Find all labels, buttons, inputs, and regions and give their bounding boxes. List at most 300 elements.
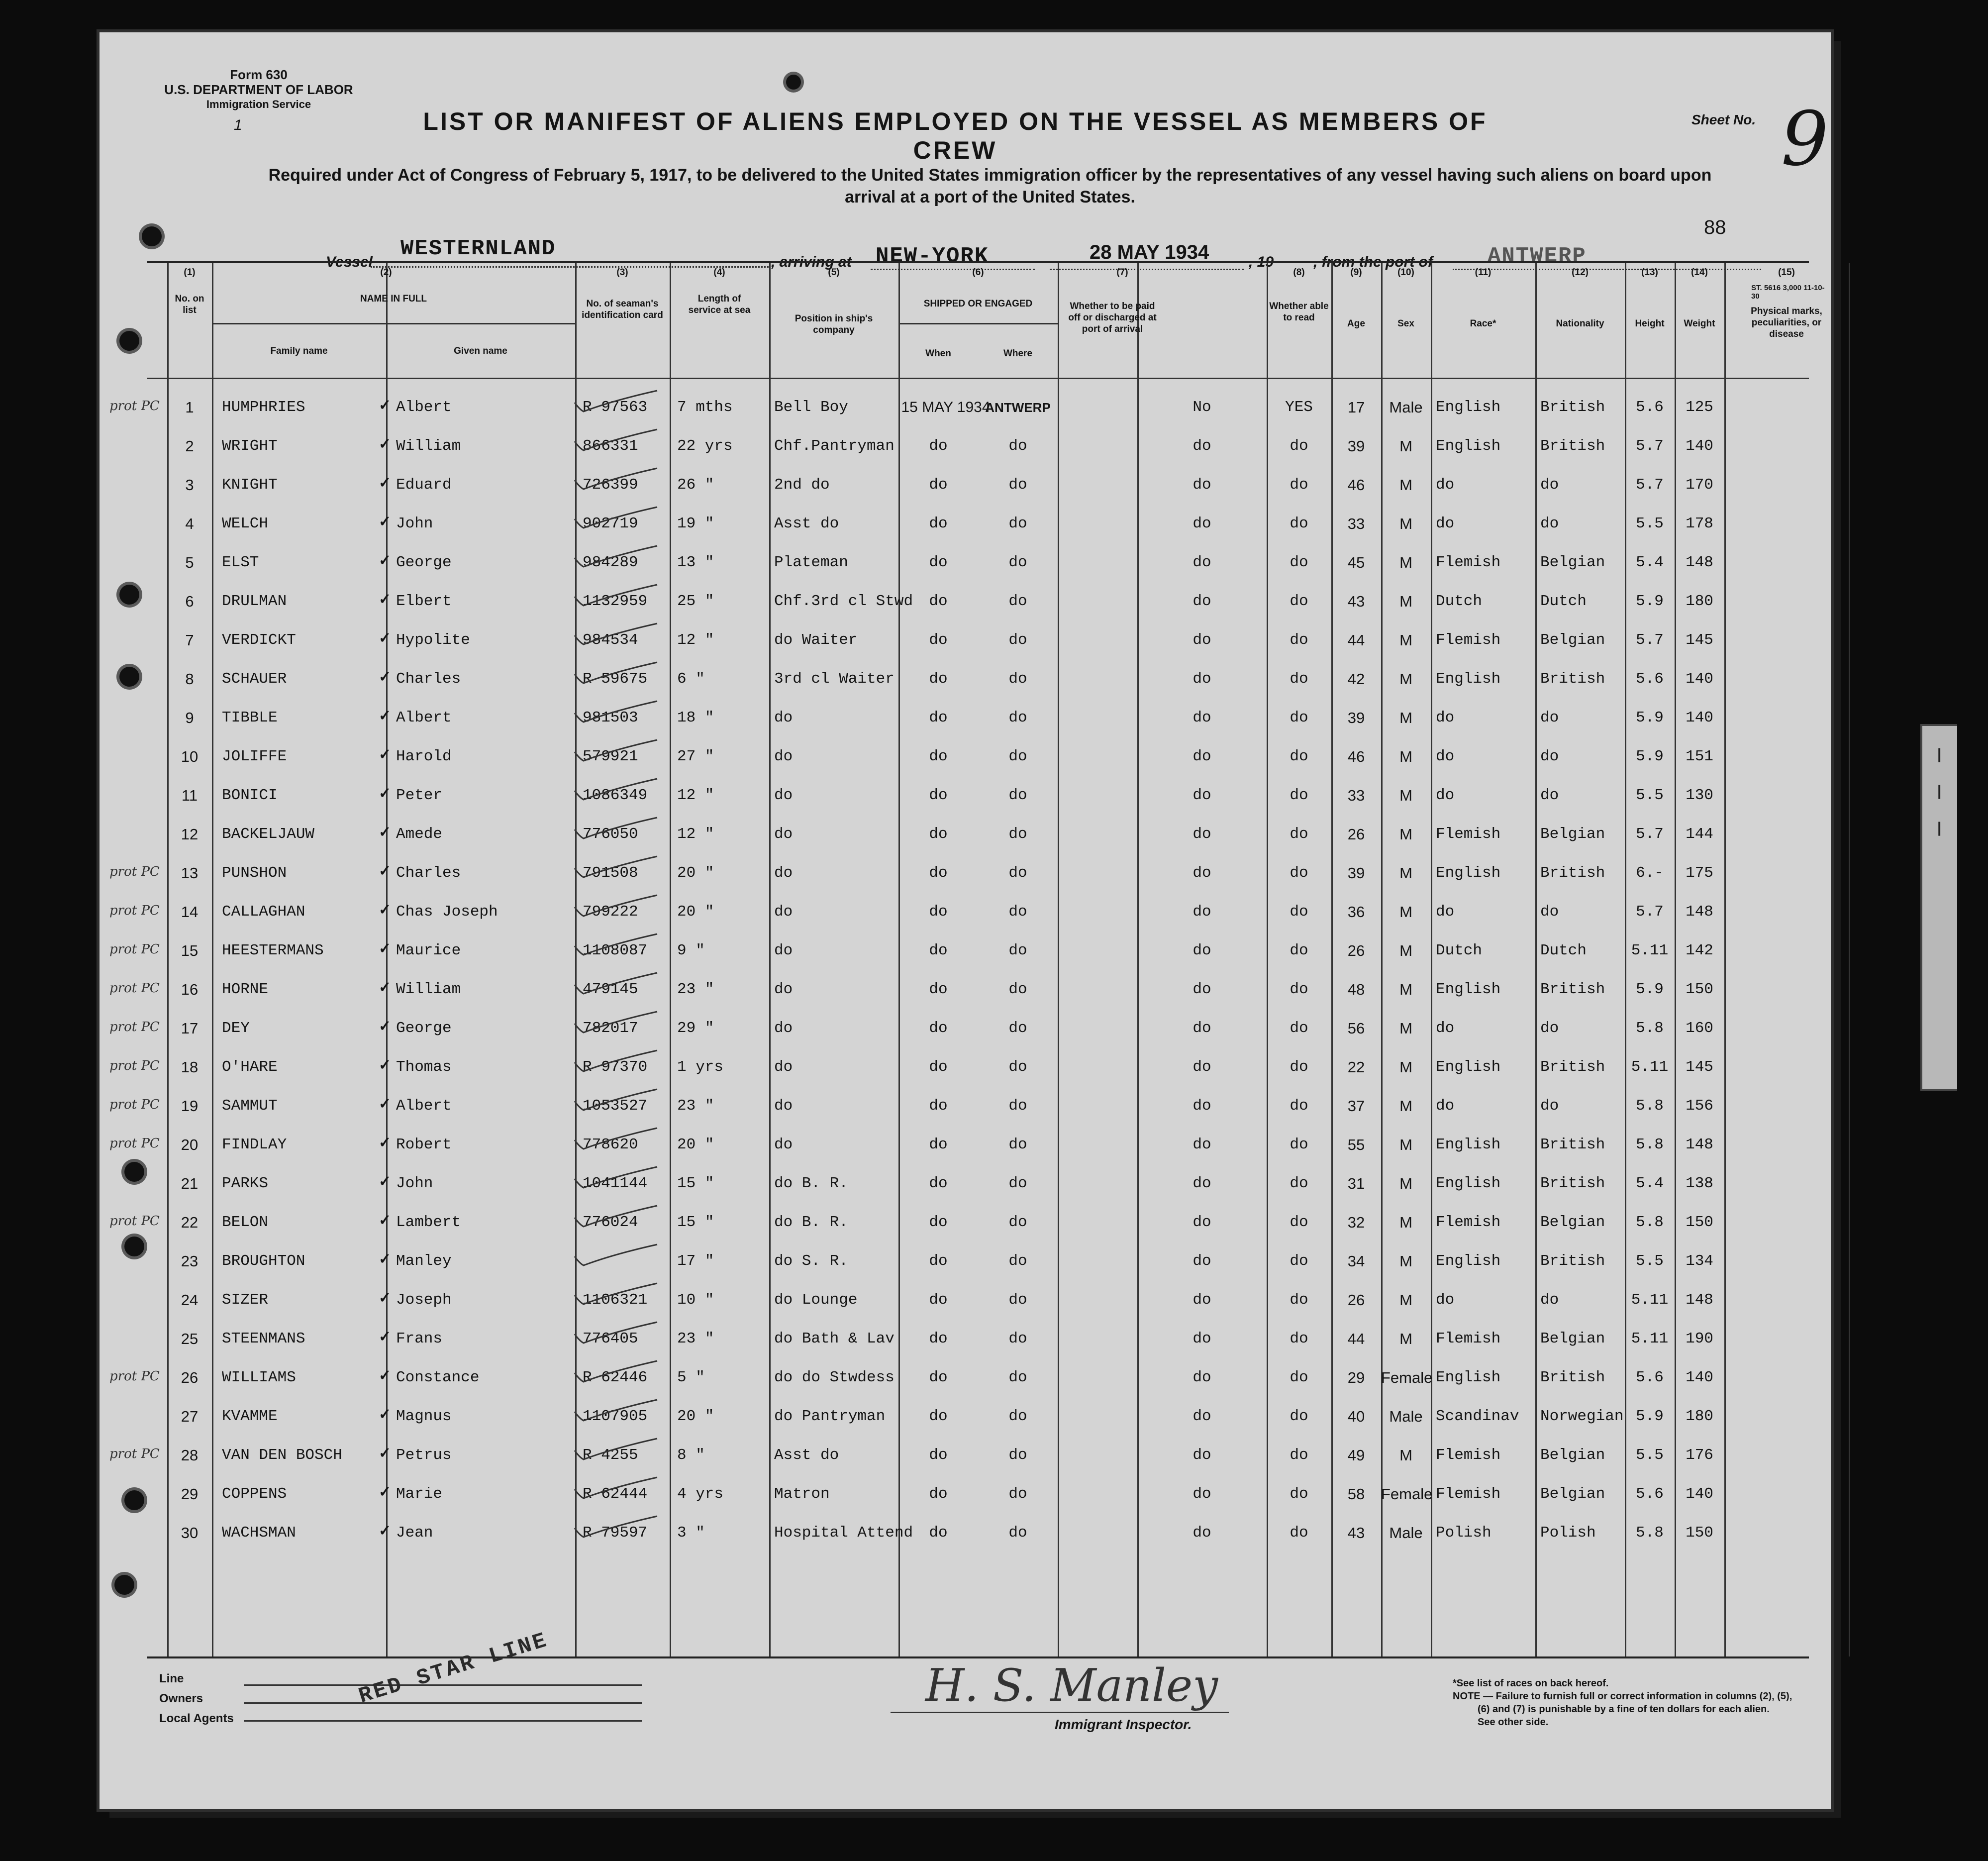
note-line: (6) and (7) is punishable by a fine of ten dollars for each alien. [1478, 1704, 1770, 1715]
check-mark-icon: ✓ [379, 1406, 392, 1423]
cell-read: do [1290, 709, 1308, 726]
col6-num: (6) [972, 267, 984, 278]
cell-race: do [1436, 1291, 1455, 1309]
cell-family: PARKS [222, 1175, 269, 1192]
cell-n: 7 [185, 631, 194, 649]
cell-length: 9 " [677, 942, 705, 959]
cell-n: 4 [185, 515, 194, 532]
cell-position: 3rd cl Waiter [774, 670, 895, 688]
cell-card: 1086349 [583, 787, 648, 804]
cell-family: BELON [222, 1214, 269, 1231]
col5-header: Position in ship's company [795, 313, 873, 335]
cell-race: do [1436, 476, 1455, 494]
cell-when: do [929, 1097, 948, 1115]
cell-family: HUMPHRIES [222, 399, 305, 416]
cell-position: do [774, 826, 793, 843]
cell-weight: 148 [1686, 903, 1713, 921]
cell-n: 30 [181, 1524, 199, 1542]
cell-weight: 175 [1686, 864, 1713, 882]
cell-weight: 160 [1686, 1020, 1713, 1037]
cell-race: do [1436, 903, 1455, 921]
cell-n: 18 [181, 1058, 199, 1076]
handwritten-check-icon [573, 543, 662, 568]
cell-age: 46 [1347, 748, 1365, 765]
cell-given: Joseph [396, 1291, 452, 1309]
cell-length: 13 " [677, 554, 714, 571]
cell-position: do [774, 748, 793, 765]
cell-paid: do [1193, 826, 1211, 843]
col2-num: (2) [380, 267, 392, 278]
cell-paid: do [1193, 1291, 1211, 1309]
col3-num: (3) [616, 267, 628, 278]
cell-card: 776024 [583, 1214, 638, 1231]
cell-when: do [929, 670, 948, 688]
cell-sex: M [1399, 437, 1412, 455]
cell-length: 10 " [677, 1291, 714, 1309]
cell-race: English [1436, 1058, 1501, 1076]
cell-where: do [1008, 1330, 1027, 1347]
cell-weight: 148 [1686, 1291, 1713, 1309]
cell-weight: 156 [1686, 1097, 1713, 1115]
check-mark-icon: ✓ [379, 979, 392, 996]
cell-length: 20 " [677, 864, 714, 882]
cell-read: do [1290, 1175, 1308, 1192]
cell-given: Albert [396, 709, 452, 726]
cell-card: R 97563 [583, 399, 648, 416]
cell-given: Elbert [396, 593, 452, 610]
cell-paid: do [1193, 981, 1211, 998]
cell-age: 40 [1347, 1408, 1365, 1425]
cell-given: Maurice [396, 942, 461, 959]
cell-paid: do [1193, 942, 1211, 959]
margin-note: prot PC [109, 981, 160, 996]
note-line: NOTE — Failure to furnish full or correct information in columns (2), (5), [1453, 1691, 1792, 1702]
margin-note: prot PC [109, 1369, 160, 1384]
cell-card: 1041144 [583, 1175, 648, 1192]
cell-given: Jean [396, 1524, 433, 1542]
cell-family: WACHSMAN [222, 1524, 296, 1542]
cell-race: Flemish [1436, 554, 1501, 571]
footer-line [244, 1702, 642, 1704]
cell-card: 984534 [583, 631, 638, 649]
cell-height: 5.7 [1636, 476, 1664, 494]
form-number: Form 630 [230, 67, 288, 82]
cell-where: do [1008, 670, 1027, 688]
cell-where: do [1008, 437, 1027, 455]
cell-race: Dutch [1436, 942, 1483, 959]
line-label: Line [159, 1672, 184, 1685]
cell-card: 791508 [583, 864, 638, 882]
cell-age: 45 [1347, 554, 1365, 571]
cell-paid: do [1193, 1175, 1211, 1192]
handwritten-check-icon [573, 388, 662, 413]
handwritten-check-icon [573, 698, 662, 723]
sheet-number-label: Sheet No. [1691, 112, 1756, 127]
cell-paid: do [1193, 1214, 1211, 1231]
cell-where: do [1008, 903, 1027, 921]
margin-note: prot PC [109, 864, 160, 879]
cell-when: do [929, 1408, 948, 1425]
cell-where: ANTWERP [985, 400, 1051, 415]
punch-hole [786, 75, 801, 90]
cell-read: do [1290, 1485, 1308, 1503]
sheet-extra-number: 88 [1704, 216, 1726, 238]
note-line: *See list of races on back hereof. [1453, 1678, 1609, 1689]
cell-when: do [929, 1058, 948, 1076]
margin-note: prot PC [109, 399, 160, 414]
cell-position: Plateman [774, 554, 848, 571]
cell-paid: do [1193, 903, 1211, 921]
cell-age: 34 [1347, 1252, 1365, 1270]
cell-where: do [1008, 554, 1027, 571]
cell-nationality: do [1540, 1020, 1559, 1037]
col13-header: Height [1635, 318, 1665, 329]
cell-weight: 148 [1686, 1136, 1713, 1153]
cell-race: Polish [1436, 1524, 1491, 1542]
cell-height: 5.6 [1636, 399, 1664, 416]
cell-family: STEENMANS [222, 1330, 305, 1347]
col-divider [769, 263, 771, 1656]
cell-card: 902719 [583, 515, 638, 532]
check-mark-icon: ✓ [379, 785, 392, 802]
margin-note: prot PC [109, 903, 160, 918]
cell-height: 5.9 [1636, 748, 1664, 765]
check-mark-icon: ✓ [379, 902, 392, 918]
cell-race: do [1436, 1020, 1455, 1037]
footer-note [1453, 1677, 1801, 1729]
cell-family: TIBBLE [222, 709, 278, 726]
cell-given: Thomas [396, 1058, 452, 1076]
cell-height: 5.6 [1636, 1485, 1664, 1503]
cell-paid: do [1193, 631, 1211, 649]
col15-num: (15) [1778, 267, 1795, 278]
cell-weight: 145 [1686, 1058, 1713, 1076]
cell-when: do [929, 1485, 948, 1503]
cell-read: do [1290, 1408, 1308, 1425]
cell-when: do [929, 1252, 948, 1270]
cell-when: do [929, 787, 948, 804]
cell-read: do [1290, 476, 1308, 494]
cell-length: 27 " [677, 748, 714, 765]
cell-age: 58 [1347, 1485, 1365, 1503]
cell-sex: M [1399, 515, 1412, 532]
cell-when: do [929, 554, 948, 571]
cell-height: 5.9 [1636, 709, 1664, 726]
cell-age: 43 [1347, 1524, 1365, 1542]
cell-height: 5.5 [1636, 1447, 1664, 1464]
cell-weight: 140 [1686, 1485, 1713, 1503]
cell-read: do [1290, 942, 1308, 959]
cell-read: do [1290, 1097, 1308, 1115]
cell-length: 12 " [677, 631, 714, 649]
cell-paid: do [1193, 1485, 1211, 1503]
cell-nationality: do [1540, 709, 1559, 726]
cell-paid: do [1193, 1252, 1211, 1270]
cell-n: 29 [181, 1485, 199, 1503]
cell-given: Hypolite [396, 631, 470, 649]
handwritten-check-icon [573, 1086, 662, 1111]
cell-position: do [774, 1136, 793, 1153]
cell-given: Albert [396, 399, 452, 416]
cell-card: 866331 [583, 437, 638, 455]
cell-age: 39 [1347, 864, 1365, 882]
cell-weight: 140 [1686, 1369, 1713, 1386]
cell-given: Chas Joseph [396, 903, 498, 921]
cell-family: COPPENS [222, 1485, 287, 1503]
check-mark-icon: ✓ [379, 1135, 392, 1151]
cell-paid: do [1193, 1136, 1211, 1153]
cell-card: 1053527 [583, 1097, 648, 1115]
cell-sex: M [1399, 1447, 1412, 1464]
cell-age: 39 [1347, 709, 1365, 726]
check-mark-icon: ✓ [379, 824, 392, 840]
cell-sex: M [1399, 942, 1412, 959]
cell-weight: 150 [1686, 981, 1713, 998]
cell-read: do [1290, 1291, 1308, 1309]
cell-given: Robert [396, 1136, 452, 1153]
header-divider [898, 323, 1058, 324]
cell-weight: 190 [1686, 1330, 1713, 1347]
crew-table [109, 261, 1822, 1658]
cell-where: do [1008, 1485, 1027, 1503]
check-mark-icon: ✓ [379, 1523, 392, 1539]
corner-mark: 1 [234, 117, 242, 133]
handwritten-check-icon [573, 1125, 662, 1150]
cell-height: 5.9 [1636, 1408, 1664, 1425]
handwritten-check-icon [573, 737, 662, 762]
check-mark-icon: ✓ [379, 1057, 392, 1073]
cell-given: Constance [396, 1369, 480, 1386]
cell-read: do [1290, 1214, 1308, 1231]
cell-card: 782017 [583, 1020, 638, 1037]
col7-header: Whether to be paid off or discharged at port of arrival [1068, 301, 1157, 334]
owners-label: Owners [159, 1692, 203, 1705]
side-mark: | [1937, 820, 1942, 836]
cell-length: 19 " [677, 515, 714, 532]
cell-height: 5.8 [1636, 1020, 1664, 1037]
cell-family: WILLIAMS [222, 1369, 296, 1386]
punch-hole [119, 667, 139, 687]
cell-given: Harold [396, 748, 452, 765]
col11-header: Race* [1470, 318, 1496, 329]
cell-card: 479145 [583, 981, 638, 998]
cell-position: Hospital Attend [774, 1524, 913, 1542]
cell-read: do [1290, 1058, 1308, 1076]
cell-height: 5.5 [1636, 1252, 1664, 1270]
cell-given: George [396, 554, 452, 571]
cell-family: VERDICKT [222, 631, 296, 649]
cell-race: do [1436, 1097, 1455, 1115]
page-title: LIST OR MANIFEST OF ALIENS EMPLOYED ON THE VESSEL AS MEMBERS OF CREW [423, 107, 1488, 164]
vessel-label: Vessel [326, 254, 373, 270]
handwritten-check-icon [573, 1436, 662, 1460]
cell-paid: do [1193, 709, 1211, 726]
cell-race: Flemish [1436, 1330, 1501, 1347]
cell-n: 15 [181, 942, 199, 959]
cell-weight: 170 [1686, 476, 1713, 494]
col10-num: (10) [1397, 267, 1414, 278]
handwritten-check-icon [573, 1047, 662, 1072]
cell-nationality: British [1540, 1136, 1605, 1153]
inspector-signature: H. S. Manley [925, 1659, 1218, 1712]
form-service: Immigration Service [206, 98, 311, 110]
cell-card: 1107905 [583, 1408, 648, 1425]
cell-paid: do [1193, 515, 1211, 532]
cell-given: Eduard [396, 476, 452, 494]
check-mark-icon: ✓ [379, 1445, 392, 1461]
from-port-label: , from the port of [1313, 254, 1433, 270]
cell-length: 20 " [677, 1136, 714, 1153]
cell-when: do [929, 981, 948, 998]
cell-when: do [929, 1214, 948, 1231]
cell-card: R 62444 [583, 1485, 648, 1503]
arriving-label: , arriving at [771, 254, 852, 270]
cell-nationality: British [1540, 399, 1605, 416]
cell-n: 10 [181, 748, 199, 765]
cell-family: KNIGHT [222, 476, 278, 494]
col6-where-header: Where [1003, 348, 1033, 359]
cell-length: 4 yrs [677, 1485, 724, 1503]
check-mark-icon: ✓ [379, 940, 392, 957]
cell-length: 15 " [677, 1175, 714, 1192]
cell-nationality: Belgian [1540, 631, 1605, 649]
cell-card: 1108087 [583, 942, 648, 959]
cell-nationality: British [1540, 437, 1605, 455]
cell-n: 11 [181, 787, 198, 804]
handwritten-check-icon [573, 970, 662, 995]
col2-given-header: Given name [454, 346, 507, 356]
cell-weight: 144 [1686, 826, 1713, 843]
cell-family: BROUGHTON [222, 1252, 305, 1270]
cell-height: 5.11 [1631, 1058, 1669, 1076]
handwritten-check-icon [573, 1474, 662, 1499]
cell-nationality: British [1540, 670, 1605, 688]
cell-where: do [1008, 981, 1027, 998]
cell-sex: M [1399, 593, 1412, 610]
from-port: ANTWERP [1488, 244, 1587, 269]
cell-weight: 148 [1686, 554, 1713, 571]
cell-read: do [1290, 1369, 1308, 1386]
cell-given: William [396, 437, 461, 455]
cell-nationality: do [1540, 903, 1559, 921]
cell-paid: do [1193, 787, 1211, 804]
cell-sex: M [1399, 903, 1412, 921]
cell-given: Manley [396, 1252, 452, 1270]
punch-hole [124, 1237, 144, 1256]
margin-note: prot PC [109, 1447, 160, 1461]
cell-when: do [929, 826, 948, 843]
cell-sex: M [1399, 1020, 1412, 1037]
cell-length: 3 " [677, 1524, 705, 1542]
handwritten-check-icon [573, 1164, 662, 1189]
cell-nationality: Belgian [1540, 826, 1605, 843]
handwritten-check-icon [573, 1397, 662, 1422]
cell-length: 5 " [677, 1369, 705, 1386]
cell-weight: 125 [1686, 399, 1713, 416]
cell-sex: M [1399, 787, 1412, 804]
check-mark-icon: ✓ [379, 436, 392, 452]
cell-height: 5.4 [1636, 554, 1664, 571]
check-mark-icon: ✓ [379, 1484, 392, 1500]
cell-position: Asst do [774, 1447, 839, 1464]
cell-card: 776050 [583, 826, 638, 843]
cell-height: 5.9 [1636, 981, 1664, 998]
cell-position: do [774, 864, 793, 882]
cell-nationality: do [1540, 1291, 1559, 1309]
cell-n: 25 [181, 1330, 199, 1347]
cell-paid: do [1193, 554, 1211, 571]
cell-position: do B. R. [774, 1214, 848, 1231]
cell-read: do [1290, 1020, 1308, 1037]
cell-family: DRULMAN [222, 593, 287, 610]
handwritten-check-icon [573, 931, 662, 956]
cell-length: 23 " [677, 981, 714, 998]
cell-where: do [1008, 942, 1027, 959]
check-mark-icon: ✓ [379, 708, 392, 724]
cell-position: do [774, 903, 793, 921]
cell-height: 5.5 [1636, 515, 1664, 532]
cell-where: do [1008, 826, 1027, 843]
col2-header: NAME IN FULL [360, 294, 427, 304]
cell-sex: M [1399, 1291, 1412, 1309]
cell-sex: M [1399, 981, 1412, 998]
cell-length: 15 " [677, 1214, 714, 1231]
cell-sex: M [1399, 1175, 1412, 1192]
cell-family: KVAMME [222, 1408, 278, 1425]
cell-when: do [929, 1524, 948, 1542]
cell-nationality: do [1540, 515, 1559, 532]
cell-read: do [1290, 1330, 1308, 1347]
cell-given: Albert [396, 1097, 452, 1115]
cell-position: do [774, 1097, 793, 1115]
cell-paid: do [1193, 1369, 1211, 1386]
cell-n: 27 [181, 1408, 199, 1425]
cell-weight: 150 [1686, 1524, 1713, 1542]
cell-family: HORNE [222, 981, 269, 998]
cell-position: do [774, 981, 793, 998]
handwritten-check-icon [573, 504, 662, 529]
cell-paid: do [1193, 1020, 1211, 1037]
cell-where: do [1008, 864, 1027, 882]
check-mark-icon: ✓ [379, 1251, 392, 1267]
check-mark-icon: ✓ [379, 1367, 392, 1384]
cell-card: 726399 [583, 476, 638, 494]
col1-num: (1) [184, 267, 196, 278]
cell-given: Petrus [396, 1447, 452, 1464]
cell-nationality: Belgian [1540, 554, 1605, 571]
cell-read: do [1290, 826, 1308, 843]
cell-age: 39 [1347, 437, 1365, 455]
check-mark-icon: ✓ [379, 746, 392, 763]
margin-note: prot PC [109, 1097, 160, 1112]
cell-race: English [1436, 1136, 1501, 1153]
cell-length: 17 " [677, 1252, 714, 1270]
cell-where: do [1008, 1291, 1027, 1309]
handwritten-check-icon [573, 426, 662, 451]
cell-card: 579921 [583, 748, 638, 765]
handwritten-check-icon [573, 465, 662, 490]
cell-position: do Waiter [774, 631, 858, 649]
handwritten-check-icon [573, 1241, 662, 1266]
col5-num: (5) [828, 267, 840, 278]
cell-length: 7 mths [677, 399, 733, 416]
cell-family: BONICI [222, 787, 278, 804]
handwritten-check-icon [573, 892, 662, 917]
cell-given: Charles [396, 864, 461, 882]
cell-read: do [1290, 554, 1308, 571]
cell-read: do [1290, 631, 1308, 649]
cell-height: 5.8 [1636, 1524, 1664, 1542]
